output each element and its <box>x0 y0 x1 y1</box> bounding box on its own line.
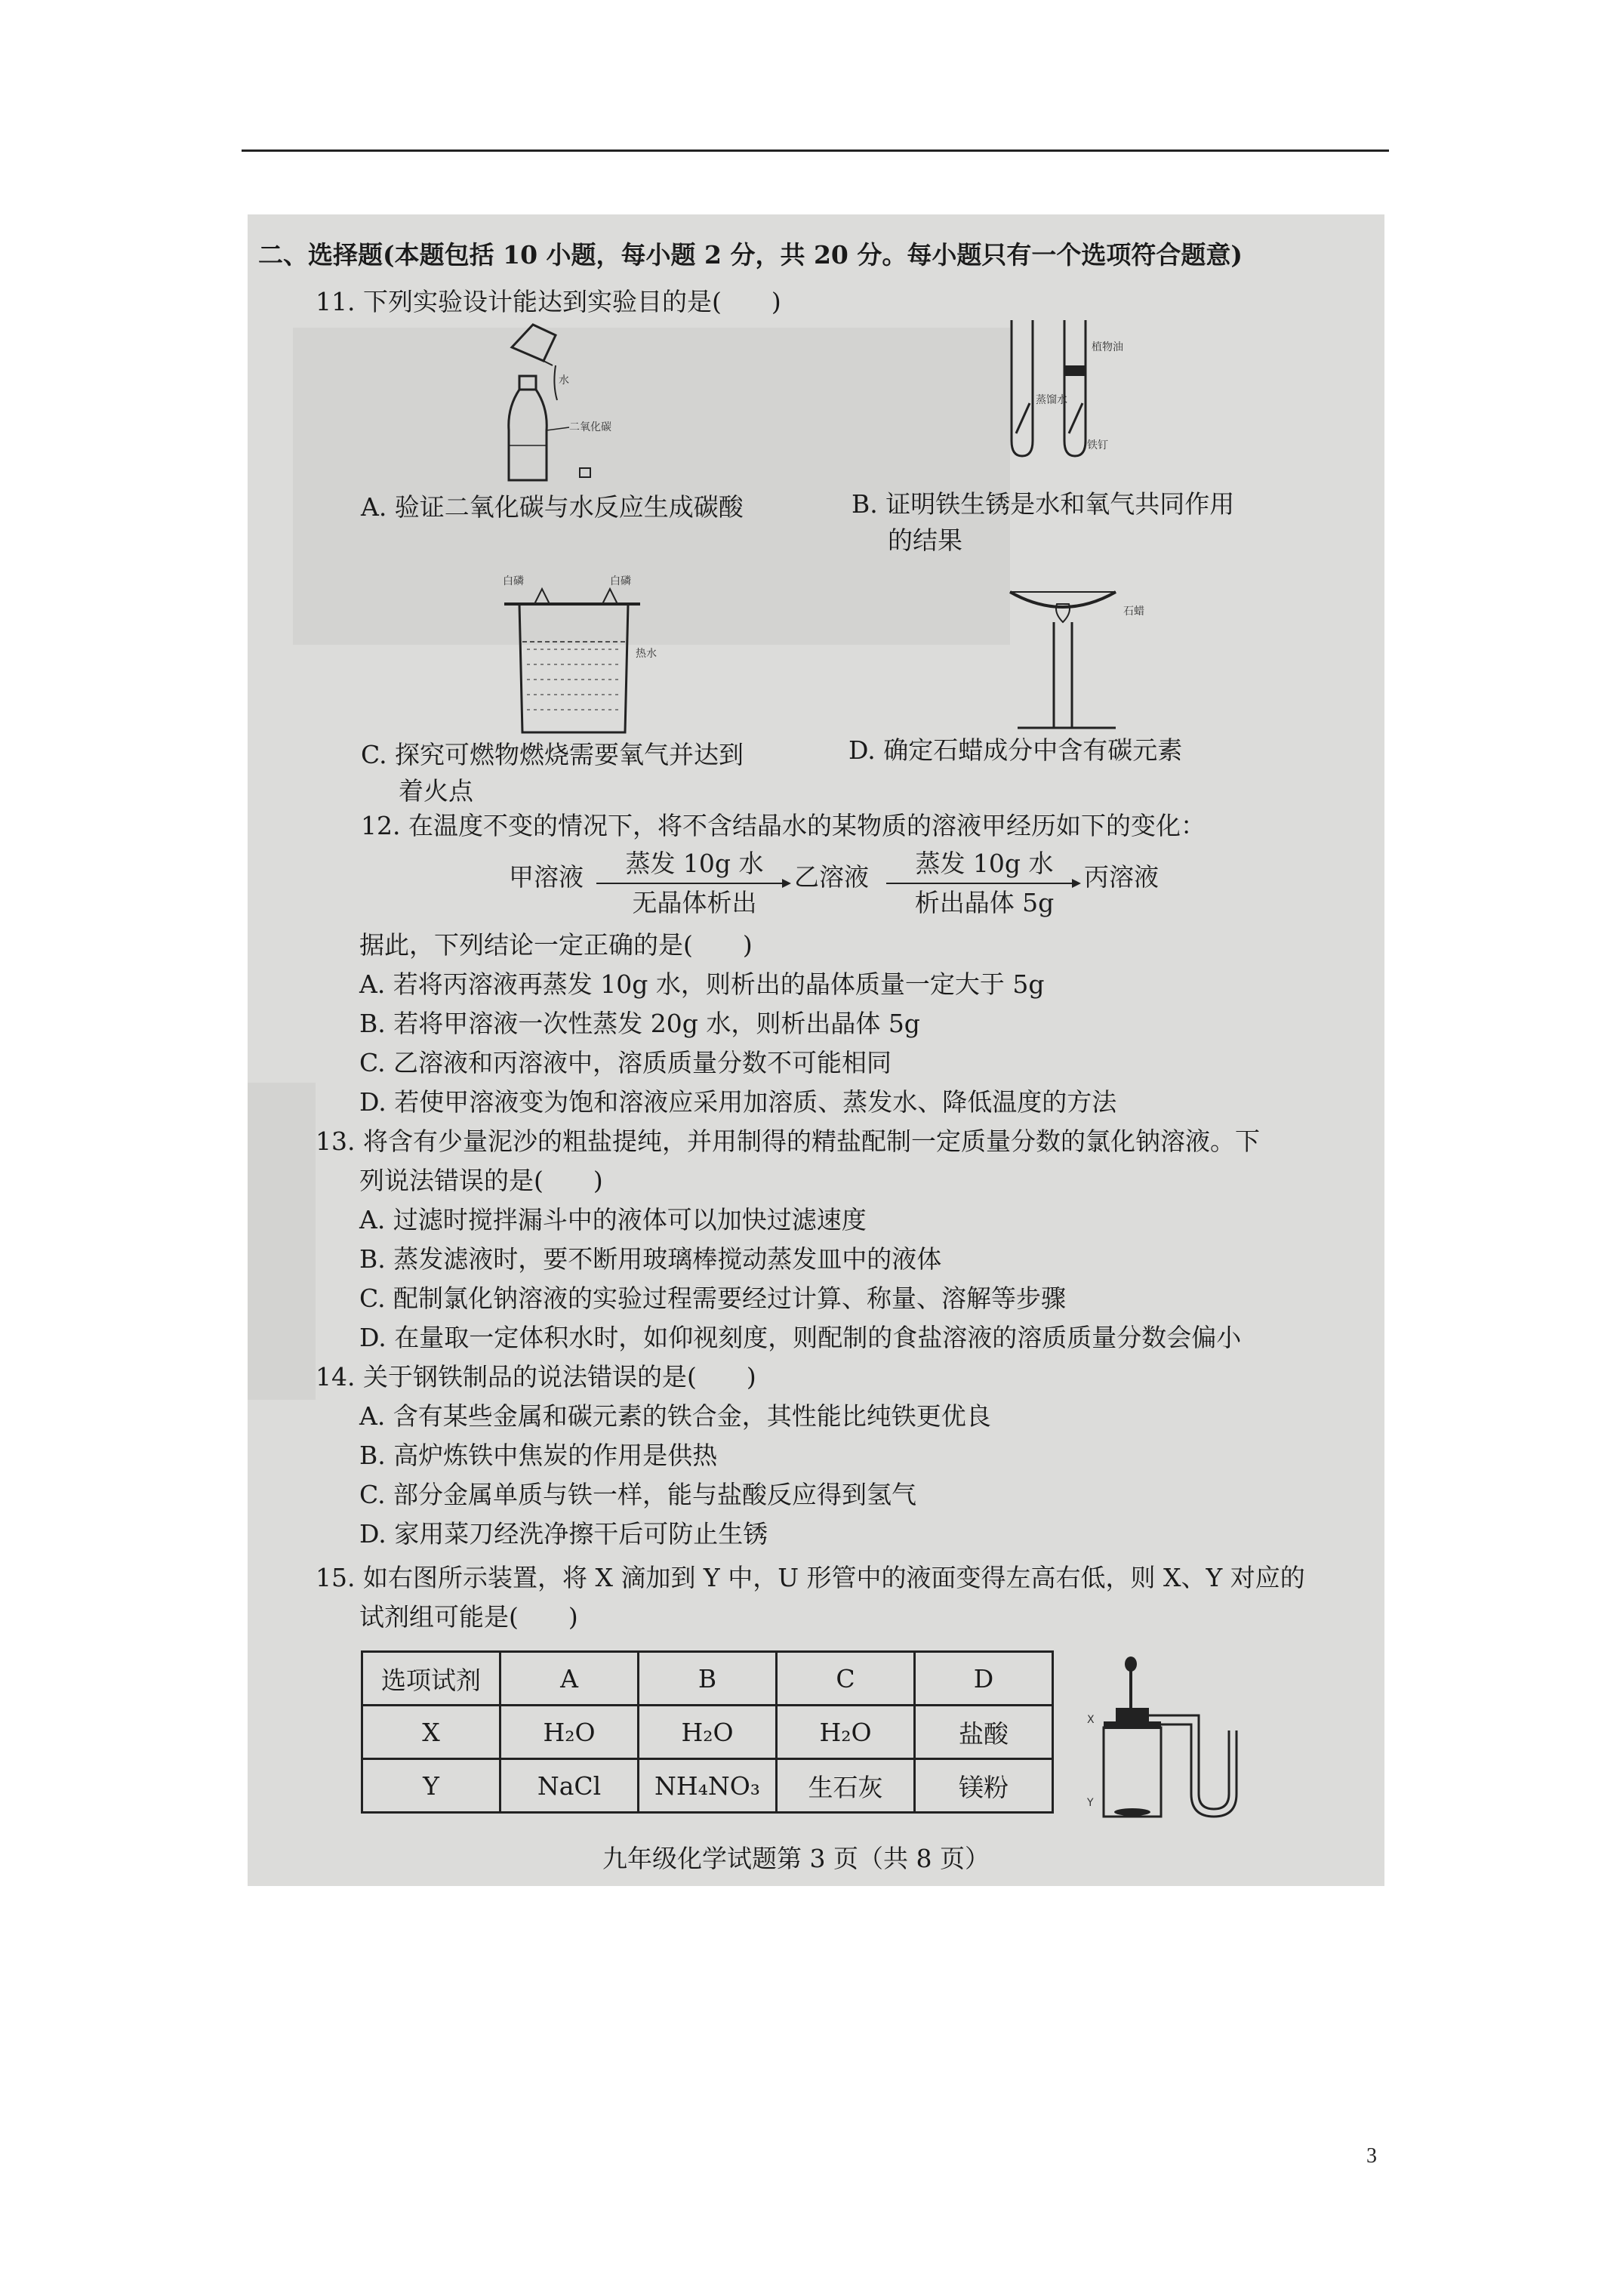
table-cell: 生石灰 <box>777 1759 915 1813</box>
q14-option-a: A. 含有某些金属和碳元素的铁合金，其性能比纯铁更优良 <box>359 1401 991 1431</box>
q12-lead: 据此，下列结论一定正确的是( ) <box>359 930 753 960</box>
q11-option-c-line2: 着火点 <box>399 776 473 806</box>
page-number: 3 <box>1366 2144 1377 2168</box>
q11-option-d: D. 确定石蜡成分中含有碳元素 <box>848 735 1183 765</box>
table-cell: H₂O <box>777 1706 915 1759</box>
bleed-through-shade <box>248 1083 316 1400</box>
header-rule <box>242 149 1389 152</box>
fig-label-y: Y <box>1087 1797 1094 1809</box>
fig-c-label-white-p-2: 白磷 <box>610 575 631 587</box>
q11-figure-b <box>1002 320 1138 471</box>
q13-option-b: B. 蒸发滤液时，要不断用玻璃棒搅动蒸发皿中的液体 <box>359 1244 942 1274</box>
q12-flow-arrow-2 <box>886 849 1083 917</box>
fig-label-x: X <box>1087 1714 1095 1726</box>
q12-flow-arrow-2-top: 蒸发 10g 水 <box>915 849 1054 878</box>
table-cell: Y <box>362 1759 500 1813</box>
q15-options-table <box>361 1650 1054 1814</box>
table-cell: H₂O <box>639 1706 777 1759</box>
q12-stem: 12. 在温度不变的情况下，将不含结晶水的某物质的溶液甲经历如下的变化： <box>361 811 1206 840</box>
q13-option-a: A. 过滤时搅拌漏斗中的液体可以加快过滤速度 <box>359 1205 867 1234</box>
exam-footer: 九年级化学试题第 3 页（共 8 页） <box>602 1844 990 1873</box>
q11-option-b-line2: 的结果 <box>888 525 962 555</box>
q12-flow-arrow-2-bottom: 析出晶体 5g <box>914 888 1055 917</box>
q12-flow-arrow-1 <box>596 849 793 917</box>
table-header-cell: 选项试剂 <box>362 1652 500 1706</box>
q11-figure-c <box>497 574 678 747</box>
fig-b-label-oil: 植物油 <box>1092 341 1123 353</box>
q15-apparatus-figure <box>1070 1655 1267 1829</box>
q15-stem-line1: 15. 如右图所示装置，将 X 滴加到 Y 中，U 形管中的液面变得左高右低，则 X、Y 对应的 <box>316 1563 1305 1592</box>
table-header-cell: A <box>500 1652 639 1706</box>
q11-option-a: A. 验证二氧化碳与水反应生成碳酸 <box>361 492 744 522</box>
scanned-exam-page <box>248 214 1384 1886</box>
q12-flow-middle: 乙溶液 <box>794 862 869 892</box>
table-cell: H₂O <box>500 1706 639 1759</box>
table-cell: X <box>362 1706 500 1759</box>
fig-c-label-hot-water: 热水 <box>636 648 657 660</box>
q14-option-d: D. 家用菜刀经洗净擦干后可防止生锈 <box>359 1519 768 1549</box>
q11-option-c-line1: C. 探究可燃物燃烧需要氧气并达到 <box>361 740 744 769</box>
q13-stem-line1: 13. 将含有少量泥沙的粗盐提纯，并用制得的精盐配制一定质量分数的氯化钠溶液。下 <box>316 1126 1260 1156</box>
table-row <box>362 1759 1053 1813</box>
q11-figure-a <box>497 317 648 491</box>
q14-stem: 14. 关于钢铁制品的说法错误的是( ) <box>316 1362 756 1391</box>
q13-option-d: D. 在量取一定体积水时，如仰视刻度，则配制的食盐溶液的溶质质量分数会偏小 <box>359 1323 1242 1352</box>
table-cell: NH₄NO₃ <box>639 1759 777 1813</box>
q12-option-d: D. 若使甲溶液变为饱和溶液应采用加溶质、蒸发水、降低温度的方法 <box>359 1087 1117 1117</box>
table-header-cell: D <box>915 1652 1053 1706</box>
q11-figure-d <box>1002 577 1153 735</box>
fig-b-label-water: 蒸馏水 <box>1036 394 1067 406</box>
section-title: 二、选择题(本题包括 10 小题，每小题 2 分，共 20 分。每小题只有一个选项符合题意) <box>258 240 1243 270</box>
table-header-cell: C <box>777 1652 915 1706</box>
table-row <box>362 1706 1053 1759</box>
fig-c-label-white-p-1: 白磷 <box>503 575 524 587</box>
table-cell: 盐酸 <box>915 1706 1053 1759</box>
q12-option-a: A. 若将丙溶液再蒸发 10g 水，则析出的晶体质量一定大于 5g <box>359 969 1045 999</box>
q15-stem-line2: 试剂组可能是( ) <box>359 1602 578 1632</box>
fig-a-label-co2: 二氧化碳 <box>569 421 611 433</box>
q14-option-c: C. 部分金属单质与铁一样，能与盐酸反应得到氢气 <box>359 1480 917 1509</box>
fig-b-label-nail: 铁钉 <box>1087 439 1108 451</box>
fig-a-label-water: 水 <box>559 374 569 387</box>
table-row <box>362 1652 1053 1706</box>
table-header-cell: B <box>639 1652 777 1706</box>
q13-option-c: C. 配制氯化钠溶液的实验过程需要经过计算、称量、溶解等步骤 <box>359 1284 1067 1313</box>
q13-stem-line2: 列说法错误的是( ) <box>359 1166 603 1195</box>
q12-option-c: C. 乙溶液和丙溶液中，溶质质量分数不可能相同 <box>359 1048 892 1077</box>
table-cell: 镁粉 <box>915 1759 1053 1813</box>
fig-d-label-wax: 石蜡 <box>1123 606 1144 618</box>
q11-option-b-line1: B. 证明铁生锈是水和氧气共同作用 <box>852 489 1235 519</box>
q11-stem: 11. 下列实验设计能达到实验目的是( ) <box>316 287 781 316</box>
table-cell: NaCl <box>500 1759 639 1813</box>
q12-option-b: B. 若将甲溶液一次性蒸发 20g 水，则析出晶体 5g <box>359 1009 920 1038</box>
q12-flow-start: 甲溶液 <box>509 862 584 892</box>
q14-option-b: B. 高炉炼铁中焦炭的作用是供热 <box>359 1441 718 1470</box>
q12-flow-end: 丙溶液 <box>1084 862 1159 892</box>
q12-flow-arrow-1-bottom: 无晶体析出 <box>632 888 757 917</box>
q12-flow-arrow-1-top: 蒸发 10g 水 <box>625 849 764 878</box>
